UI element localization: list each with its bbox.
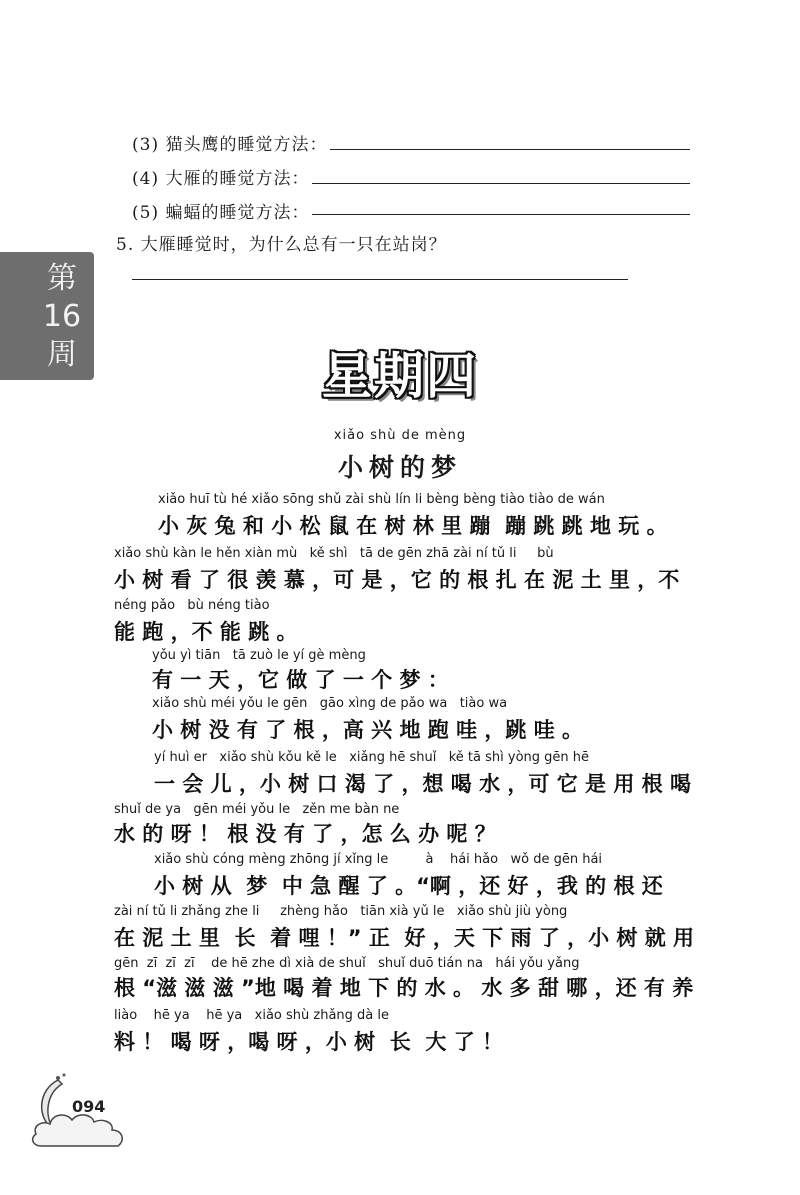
story-line-5-pinyin: xiǎo shù méi yǒu le gēn gāo xìng de pǎo wa tiào wa (152, 696, 508, 711)
story-line-9-text: 在 泥 土 里 长 着 哩 ！” 正 好 ，天 下 雨 了 ，小 树 就 用 (114, 926, 695, 950)
story-line-8-text: 小 树 从 梦 中 急 醒 了 。“啊 ，还 好 ，我 的 根 还 (154, 874, 663, 898)
story-line-10-text: 根 “滋 滋 滋 ”地 喝 着 地 下 的 水 。 水 多 甜 哪 ，还 有 养 (114, 976, 694, 1000)
story-line-1-pinyin: xiǎo huī tù hé xiǎo sōng shǔ zài shù lín li bèng bèng tiào tiào de wán (158, 492, 605, 507)
story-line-3-text: 能 跑 ，不 能 跳 。 (114, 620, 298, 644)
question-3-answer-line[interactable] (330, 149, 690, 150)
story-title: 小树的梦 (337, 453, 462, 482)
story-line-6-pinyin: yí huì er xiǎo shù kǒu kě le xiǎng hē shuǐ kě tā shì yòng gēn hē (154, 750, 589, 765)
story-line-8-pinyin: xiǎo shù cóng mèng zhōng jí xǐng le à hái hǎo wǒ de gēn hái (154, 852, 603, 867)
question-4-answer-line[interactable] (312, 183, 690, 184)
week-side-tab (0, 252, 94, 380)
story-line-2-pinyin: xiǎo shù kàn le hěn xiàn mù kě shì tā de gēn zhā zài ní tǔ li bù (114, 546, 554, 561)
story-line-5-text: 小 树 没 有 了 根 ，高 兴 地 跑 哇 ，跳 哇 。 (152, 718, 584, 742)
story-line-10-pinyin: gēn zī zī zī de hē zhe dì xià de shuǐ shuǐ duō tián na hái yǒu yǎng (114, 956, 580, 971)
question-4-label: (4) 大雁的睡觉方法： (132, 169, 310, 189)
week-label-suffix: 周 (47, 337, 77, 372)
week-number: 16 (42, 299, 82, 334)
story-line-9-pinyin: zài ní tǔ li zhǎng zhe li zhèng hǎo tiān xià yǔ le xiǎo shù jiù yòng (114, 904, 568, 919)
story-line-11-pinyin: liào hē ya hē ya xiǎo shù zhǎng dà le (114, 1008, 390, 1023)
story-line-4-pinyin: yǒu yì tiān tā zuò le yí gè mèng (152, 648, 366, 663)
question-5-label: (5) 蝙蝠的睡觉方法： (132, 203, 310, 223)
story-title-pinyin: xiǎo shù de mèng (333, 428, 467, 443)
page-number: 094 (72, 1097, 106, 1116)
day-title: 星期四 (322, 347, 478, 405)
story-line-11-text: 料 ！ 喝 呀 ，喝 呀 ，小 树 长 大 了 ！ (114, 1030, 504, 1054)
story-line-2-text: 小 树 看 了 很 羡 慕 ，可 是 ，它 的 根 扎 在 泥 土 里 ，不 (114, 568, 680, 592)
week-label-prefix: 第 (47, 261, 77, 296)
question-main-answer-line[interactable] (132, 279, 628, 280)
story-line-4-text: 有 一 天 ，它 做 了 一 个 梦 ： (152, 668, 449, 692)
question-main-label: 5. 大雁睡觉时，为什么总有一只在站岗？ (116, 235, 447, 255)
week-label (42, 260, 82, 374)
question-5-answer-line[interactable] (312, 214, 690, 215)
question-3-label: (3) 猫头鹰的睡觉方法： (132, 135, 328, 155)
story-line-6-text: 一 会 儿 ，小 树 口 渴 了 ，想 喝 水 ，可 它 是 用 根 喝 (154, 772, 691, 796)
story-line-3-pinyin: néng pǎo bù néng tiào (114, 598, 270, 613)
story-line-1-text: 小 灰 兔 和 小 松 鼠 在 树 林 里 蹦 蹦 跳 跳 地 玩 。 (158, 514, 668, 538)
story-line-7-text: 水 的 呀 ！ 根 没 有 了 ，怎 么 办 呢 ？ (114, 822, 496, 846)
story-line-7-pinyin: shuǐ de ya gēn méi yǒu le zěn me bàn ne (114, 802, 400, 817)
